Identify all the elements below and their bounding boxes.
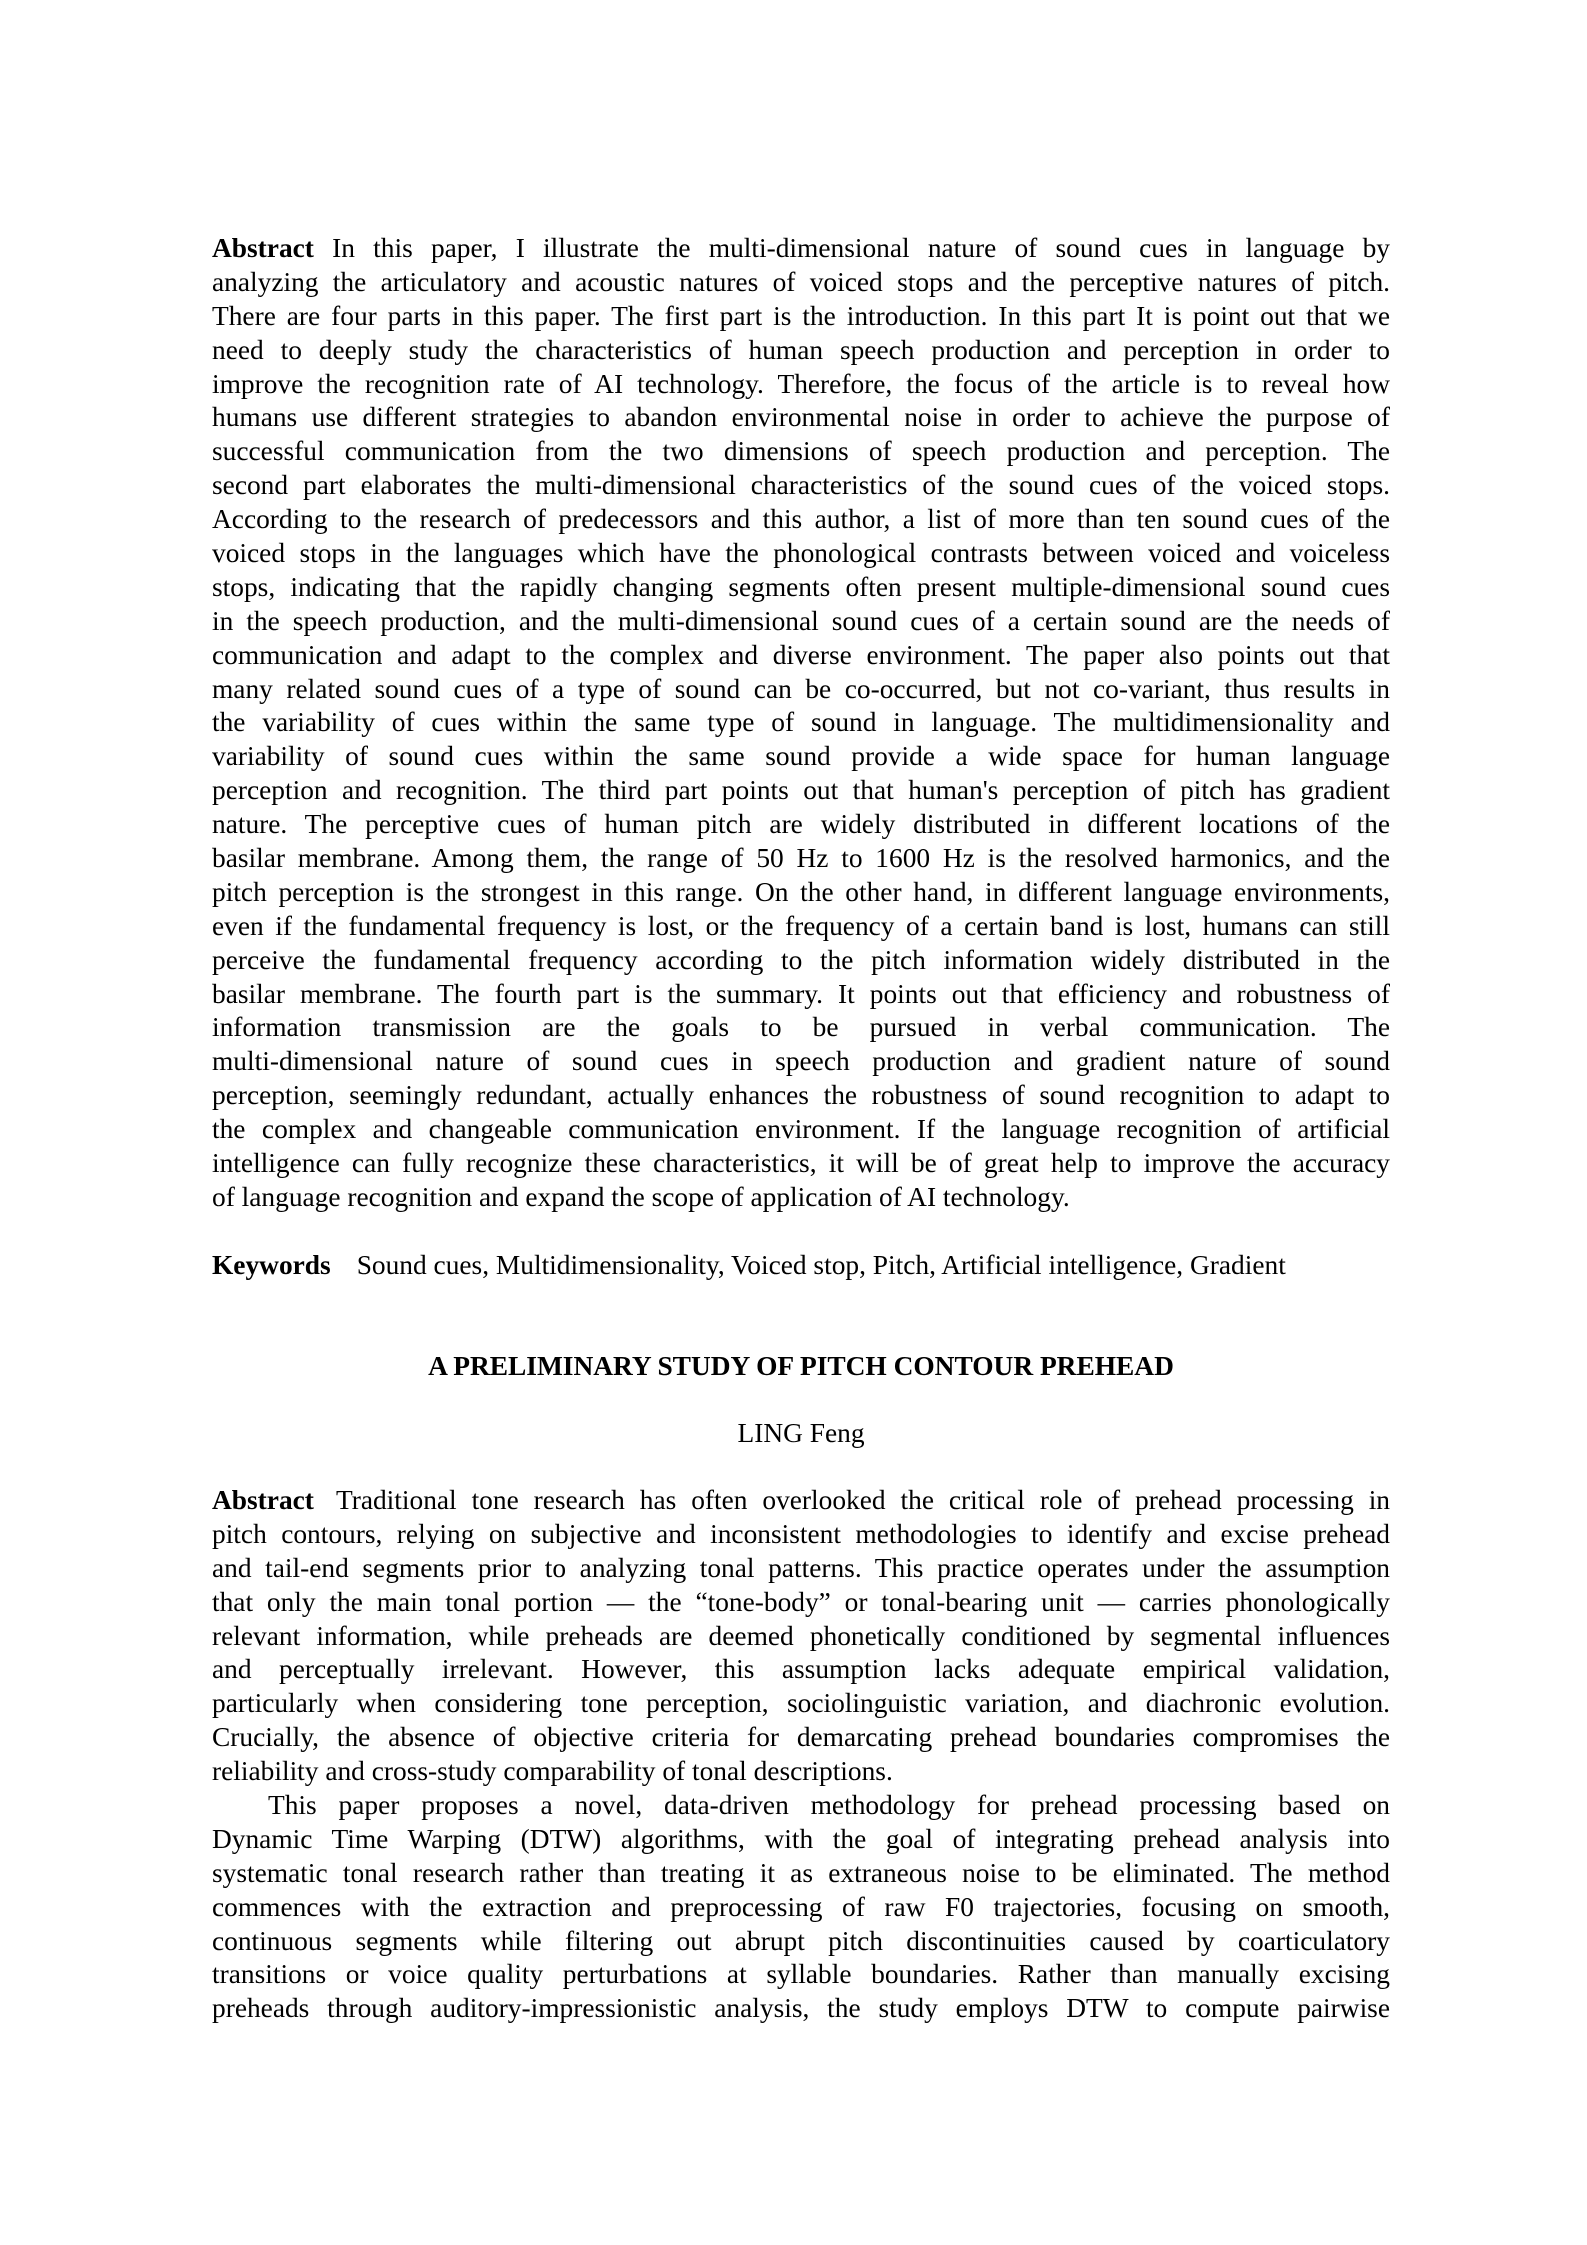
abstract-line: According to the research of predecessors and this author, a list of more than ten sound cues of the — [212, 504, 1390, 535]
keywords-text: Sound cues, Multidimensionality, Voiced stop, Pitch, Artificial intelligence, Gradient — [356, 1250, 1286, 1280]
abstract-line-text: In this paper, I illustrate the multi-dimensional nature of sound cues in language by — [313, 233, 1390, 263]
abstract-line: basilar membrane. The fourth part is the summary. It points out that efficiency and robustness of — [212, 978, 1390, 1009]
abstract-line: successful communication from the two dimensions of speech production and perception. The — [212, 436, 1390, 467]
abstract-line: pitch perception is the strongest in this range. On the other hand, in different language environments, — [212, 876, 1390, 907]
keywords-label: Keywords — [212, 1250, 331, 1280]
abstract-line: reliability and cross-study comparability of tonal descriptions. — [212, 1756, 893, 1787]
abstract-line: improve the recognition rate of AI technology. Therefore, the focus of the article is to reveal how — [212, 368, 1390, 399]
abstract-line-text: Traditional tone research has often overlooked the critical role of prehead processing in — [335, 1485, 1390, 1515]
abstract-line: perception, seemingly redundant, actually enhances the robustness of sound recognition to adapt to — [212, 1080, 1390, 1111]
abstract-line: and tail-end segments prior to analyzing tonal patterns. This practice operates under the assumption — [212, 1552, 1390, 1583]
abstract-line: basilar membrane. Among them, the range of 50 Hz to 1600 Hz is the resolved harmonics, and the — [212, 843, 1390, 874]
abstract-line: that only the main tonal portion — the “tone-body” or tonal-bearing unit — carries phonologically — [212, 1586, 1390, 1617]
paper1-abstract — [212, 232, 1390, 1215]
abstract-line: information transmission are the goals to be pursued in verbal communication. The — [212, 1012, 1390, 1043]
abstract-line: perception and recognition. The third part points out that human's perception of pitch has gradient — [212, 775, 1390, 806]
abstract-line: multi-dimensional nature of sound cues in speech production and gradient nature of sound — [212, 1046, 1390, 1077]
abstract-line: communication and adapt to the complex and diverse environment. The paper also points out that — [212, 639, 1390, 670]
paragraph-line: continuous segments while filtering out abrupt pitch discontinuities caused by coarticulatory — [212, 1925, 1390, 1956]
abstract-line: in the speech production, and the multi-dimensional sound cues of a certain sound are the needs of — [212, 605, 1390, 636]
abstract-line: many related sound cues of a type of sound can be co-occurred, but not co-variant, thus results in — [212, 673, 1390, 704]
abstract-line: pitch contours, relying on subjective and inconsistent methodologies to identify and excise prehead — [212, 1518, 1390, 1549]
abstract-line: even if the fundamental frequency is lost, or the frequency of a certain band is lost, humans can still — [212, 910, 1390, 941]
abstract-line: and perceptually irrelevant. However, this assumption lacks adequate empirical validation, — [212, 1654, 1390, 1685]
abstract-line: the complex and changeable communication environment. If the language recognition of artificial — [212, 1114, 1390, 1145]
paper2-title: A PRELIMINARY STUDY OF PITCH CONTOUR PREHEAD — [428, 1351, 1174, 1381]
paragraph-line: commences with the extraction and preprocessing of raw F0 trajectories, focusing on smooth, — [212, 1891, 1390, 1922]
abstract-line — [212, 232, 1390, 266]
paragraph-line: transitions or voice quality perturbations at syllable boundaries. Rather than manually excising — [212, 1959, 1390, 1990]
abstract-line: There are four parts in this paper. The first part is the introduction. In this part It is point out that we — [212, 300, 1390, 331]
abstract-line: particularly when considering tone perception, sociolinguistic variation, and diachronic evolution. — [212, 1688, 1390, 1719]
paragraph-line: systematic tonal research rather than treating it as extraneous noise to be eliminated. The method — [212, 1857, 1390, 1888]
abstract-line: nature. The perceptive cues of human pitch are widely distributed in different locations of the — [212, 809, 1390, 840]
abstract-line: second part elaborates the multi-dimensional characteristics of the sound cues of the voiced stops. — [212, 470, 1390, 501]
abstract-line — [212, 1484, 1390, 1518]
abstract-line: stops, indicating that the rapidly changing segments often present multiple-dimensional sound cues — [212, 571, 1390, 602]
paper1-keywords — [212, 1249, 1286, 1283]
abstract-line: humans use different strategies to abandon environmental noise in order to achieve the purpose of — [212, 402, 1390, 433]
abstract-line: analyzing the articulatory and acoustic natures of voiced stops and the perceptive natures of pitch. — [212, 266, 1390, 297]
abstract-line: the variability of cues within the same type of sound in language. The multidimensionality and — [212, 707, 1390, 738]
abstract-line: intelligence can fully recognize these characteristics, it will be of great help to improve the accuracy — [212, 1148, 1390, 1179]
abstract-line: voiced stops in the languages which have the phonological contrasts between voiced and voiceless — [212, 538, 1390, 569]
abstract-label: Abstract — [212, 233, 314, 263]
paper2-abstract — [212, 1484, 1390, 2026]
abstract-line: variability of sound cues within the same sound provide a wide space for human language — [212, 741, 1390, 772]
abstract-line: Crucially, the absence of objective criteria for demarcating prehead boundaries compromises the — [212, 1722, 1390, 1753]
paper2-author: LING Feng — [737, 1418, 865, 1448]
abstract-line: perceive the fundamental frequency according to the pitch information widely distributed in the — [212, 944, 1390, 975]
abstract-label: Abstract — [212, 1485, 314, 1515]
paragraph-line: Dynamic Time Warping (DTW) algorithms, with the goal of integrating prehead analysis into — [212, 1823, 1390, 1854]
paragraph-line: preheads through auditory-impressionistic analysis, the study employs DTW to compute pairwise — [212, 1993, 1390, 2024]
abstract-line: of language recognition and expand the scope of application of AI technology. — [212, 1181, 1070, 1212]
abstract-line: need to deeply study the characteristics of human speech production and perception in order to — [212, 334, 1390, 365]
abstract-line: relevant information, while preheads are deemed phonetically conditioned by segmental influences — [212, 1620, 1390, 1651]
paragraph-line: This paper proposes a novel, data-driven methodology for prehead processing based on — [268, 1790, 1390, 1821]
